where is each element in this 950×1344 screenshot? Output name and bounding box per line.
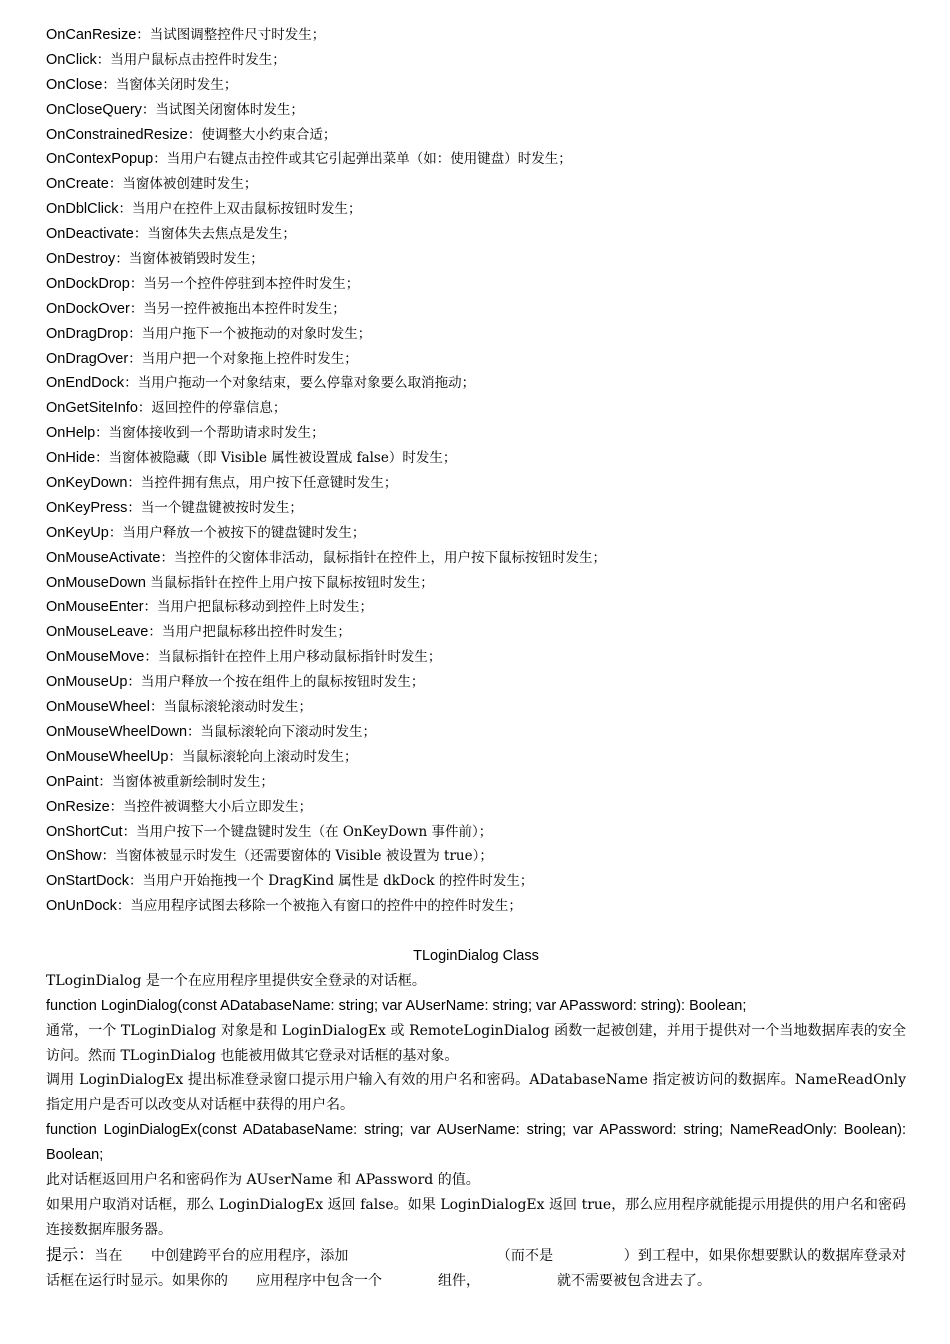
event-description: 当用户把鼠标移出控件时发生； [161, 624, 351, 641]
event-description: 当一个键盘键被按时发生； [140, 499, 303, 516]
event-separator: ： [137, 400, 152, 417]
event-row [46, 222, 906, 247]
paragraph-cancel: 如果用户取消对话框，那么 LoginDialogEx 返回 false。如果 LoginDialogEx 返回 true，那么应用程序就能提示用提供的用户名和密码连接数据库服务器。 [46, 1197, 906, 1238]
event-row [46, 247, 906, 272]
event-row [46, 869, 906, 894]
event-description: 当用户释放一个按在组件上的鼠标按钮时发生； [140, 674, 425, 691]
event-separator: ： [129, 873, 143, 890]
event-name: OnShortCut [46, 823, 123, 840]
event-separator: ： [128, 350, 142, 367]
event-description: 当控件的父窗体非活动，鼠标指针在控件上，用户按下鼠标按钮时发生； [173, 549, 606, 566]
blank-line [46, 919, 906, 944]
event-separator: ： [118, 201, 133, 218]
event-row [46, 172, 906, 197]
event-name: OnMouseWheel [46, 699, 150, 716]
event-row [46, 272, 906, 297]
event-name: OnMouseWheelUp [46, 748, 169, 765]
event-separator: ： [102, 76, 116, 93]
event-separator: ： [108, 524, 123, 541]
event-row [46, 894, 906, 919]
event-separator: ： [153, 151, 167, 168]
event-row [46, 123, 906, 148]
event-separator: ： [128, 325, 142, 342]
event-row [46, 322, 906, 347]
hint-label: 提示： [46, 1244, 95, 1264]
event-row [46, 421, 906, 446]
event-name: OnKeyUp [46, 524, 109, 541]
event-description: 当另一控件被拖出本控件时发生； [143, 300, 346, 317]
hint-text: 当在 中创建跨平台的应用程序，添加 （而不是 ）到工程中，如果你想要默认的数据库登录对话框在运行时显示。如果你的 应用程序中包含一个 组件， 就不需要被包含进去了。 [46, 1247, 906, 1289]
event-description: 当窗体被销毁时发生； [128, 251, 264, 268]
event-name: OnEndDock [46, 375, 125, 392]
event-separator: ： [129, 275, 144, 292]
event-row [46, 820, 906, 845]
event-name: OnHide [46, 450, 96, 467]
event-description: 当窗体被创建时发生； [122, 176, 258, 193]
event-separator: ： [124, 375, 138, 392]
event-name: OnCreate [46, 176, 109, 193]
event-row [46, 73, 906, 98]
event-separator: ： [149, 699, 164, 716]
event-separator: ： [129, 300, 144, 317]
event-name: OnStartDock [46, 873, 129, 890]
event-name: OnDblClick [46, 201, 119, 218]
hint-paragraph [46, 1243, 906, 1294]
event-row [46, 620, 906, 645]
event-description: 当鼠标指针在控件上用户移动鼠标指针时发生； [157, 649, 442, 666]
event-description: 当用户拖动一个对象结束，要么停靠对象要么取消拖动； [137, 375, 476, 392]
event-row [46, 347, 906, 372]
event-name: OnDockDrop [46, 275, 130, 292]
event-separator: ： [116, 898, 131, 915]
event-list [46, 23, 906, 919]
event-row [46, 147, 906, 172]
event-row [46, 521, 906, 546]
event-separator: ： [127, 475, 141, 492]
event-description: 当窗体失去焦点是发生； [147, 226, 296, 243]
event-name: OnGetSiteInfo [46, 400, 138, 417]
event-description: 当控件拥有焦点，用户按下任意键时发生； [140, 475, 398, 492]
event-name: OnContexPopup [46, 151, 154, 168]
class-intro: TLoginDialog 是一个在应用程序里提供安全登录的对话框。 [46, 972, 426, 989]
event-description: 当用户鼠标点击控件时发生； [110, 51, 286, 68]
event-name: OnPaint [46, 773, 99, 790]
event-row [46, 546, 906, 571]
event-name: OnShow [46, 848, 102, 865]
event-description: 当试图调整控件尺寸时发生； [149, 27, 326, 43]
event-description: 当应用程序试图去移除一个被拖入有窗口的控件中的控件时发生； [130, 898, 522, 915]
event-description: 当用户拖下一个被拖动的对象时发生； [141, 325, 372, 342]
document-page [46, 23, 906, 1294]
event-description: 当窗体被重新绘制时发生； [111, 773, 274, 790]
event-name: OnKeyPress [46, 499, 128, 516]
event-name: OnClick [46, 51, 97, 68]
event-description: 当窗体被显示时发生（还需要窗体的 Visible 被设置为 true）； [115, 848, 493, 865]
event-name: OnMouseMove [46, 649, 145, 666]
event-separator: ： [96, 51, 111, 68]
event-description: 当用户把一个对象拖上控件时发生； [141, 350, 358, 367]
event-description: 当鼠标滚轮向下滚动时发生； [200, 723, 377, 740]
event-name: OnDeactivate [46, 226, 134, 243]
event-row [46, 745, 906, 770]
event-separator: ： [127, 499, 141, 516]
event-separator: ： [133, 226, 148, 243]
event-name: OnDestroy [46, 251, 116, 268]
function-signature-logindialogex: function LoginDialogEx(const ADatabaseName: string; var AUserName: string; var APassword: string; NameReadOnly: Boolean): Boolean; [46, 1122, 906, 1164]
event-description: 当另一个控件停驻到本控件时发生； [143, 275, 360, 292]
event-row [46, 645, 906, 670]
event-row [46, 446, 906, 471]
event-row [46, 844, 906, 869]
event-separator: ： [98, 773, 112, 790]
event-separator: ： [95, 425, 109, 442]
event-description: 当窗体接收到一个帮助请求时发生； [108, 425, 325, 442]
event-name: OnCanResize [46, 27, 137, 43]
event-row [46, 695, 906, 720]
event-separator: ： [108, 176, 123, 193]
event-separator: ： [136, 27, 150, 43]
event-name: OnClose [46, 76, 103, 93]
event-name: OnMouseUp [46, 674, 128, 691]
event-row [46, 371, 906, 396]
event-separator: ： [101, 848, 116, 865]
event-separator: ： [143, 599, 158, 616]
event-name: OnMouseWheelDown [46, 723, 188, 740]
event-separator: ： [168, 748, 182, 765]
event-description: 当鼠标指针在控件上用户按下鼠标按钮时发生； [150, 574, 434, 591]
event-name: OnCloseQuery [46, 101, 142, 118]
event-row [46, 396, 906, 421]
event-name: OnDragOver [46, 350, 129, 367]
event-description: 当控件被调整大小后立即发生； [123, 798, 313, 815]
event-separator: ： [115, 251, 129, 268]
event-row [46, 98, 906, 123]
event-separator: ： [141, 101, 156, 118]
event-row [46, 720, 906, 745]
event-name: OnUnDock [46, 898, 117, 915]
event-row [46, 471, 906, 496]
event-separator: ： [187, 723, 201, 740]
event-separator: ： [187, 126, 202, 143]
event-name: OnHelp [46, 425, 96, 442]
event-name: OnConstrainedResize [46, 126, 188, 143]
event-name: OnMouseLeave [46, 624, 149, 641]
event-separator: ： [122, 823, 137, 840]
event-name: OnMouseEnter [46, 599, 144, 616]
event-name: OnKeyDown [46, 475, 128, 492]
event-description: 当窗体关闭时发生； [115, 76, 238, 93]
event-description: 当用户开始拖拽一个 DragKind 属性是 dkDock 的控件时发生； [142, 873, 534, 890]
event-row [46, 197, 906, 222]
event-row [46, 770, 906, 795]
event-row [46, 670, 906, 695]
paragraph-logindialogex: 调用 LoginDialogEx 提出标准登录窗口提示用户输入有效的用户名和密码。ADatabaseName 指定被访问的数据库。NameReadOnly 指定用户是否可以改变从对话框中获得的用户名。 [46, 1072, 906, 1114]
event-description: 使调整大小约束合适； [201, 126, 337, 143]
event-description: 当用户在控件上双击鼠标按钮时发生； [132, 201, 362, 218]
event-name: OnResize [46, 798, 110, 815]
event-description: 当用户右键点击控件或其它引起弹出菜单（如：使用键盘）时发生； [166, 151, 572, 168]
event-description: 当用户按下一个键盘键时发生（在 OnKeyDown 事件前）； [136, 823, 493, 840]
event-description: 当鼠标滚轮滚动时发生； [163, 699, 312, 716]
event-name: OnMouseActivate [46, 549, 161, 566]
event-description: 当用户释放一个被按下的键盘键时发生； [122, 524, 366, 541]
event-row [46, 48, 906, 73]
function-signature-logindialog: function LoginDialog(const ADatabaseName: string; var AUserName: string; var APassword: string): Boolean; [46, 997, 747, 1014]
paragraph-usage: 通常，一个 TLoginDialog 对象是和 LoginDialogEx 或 RemoteLoginDialog 函数一起被创建，并用于提供对一个当地数据库表的安全访问。然而 TLoginDialog 也能被用做其它登录对话框的基对象。 [46, 1022, 906, 1064]
event-separator: ： [148, 624, 162, 641]
event-name: OnMouseDown [46, 574, 146, 591]
event-separator: ： [160, 549, 174, 566]
event-description: 当用户把鼠标移动到控件上时发生； [157, 599, 374, 616]
event-description: 当鼠标滚轮向上滚动时发生； [182, 748, 358, 765]
event-row [46, 795, 906, 820]
event-separator: ： [109, 798, 124, 815]
event-separator: ： [95, 450, 109, 467]
class-heading: TLoginDialog Class [413, 947, 539, 964]
paragraph-return-values: 此对话框返回用户名和密码作为 AUserName 和 APassword 的值。 [46, 1172, 480, 1189]
event-name: OnDockOver [46, 300, 130, 317]
event-row [46, 571, 906, 596]
event-description: 当试图关闭窗体时发生； [155, 101, 304, 118]
event-description: 返回控件的停靠信息； [151, 400, 287, 417]
event-description: 当窗体被隐藏（即 Visible 属性被设置成 false）时发生； [108, 450, 457, 467]
event-separator: ： [144, 649, 158, 666]
event-name: OnDragDrop [46, 325, 129, 342]
event-separator: ： [127, 674, 141, 691]
event-row [46, 297, 906, 322]
event-row [46, 595, 906, 620]
event-row [46, 23, 906, 48]
event-row [46, 496, 906, 521]
